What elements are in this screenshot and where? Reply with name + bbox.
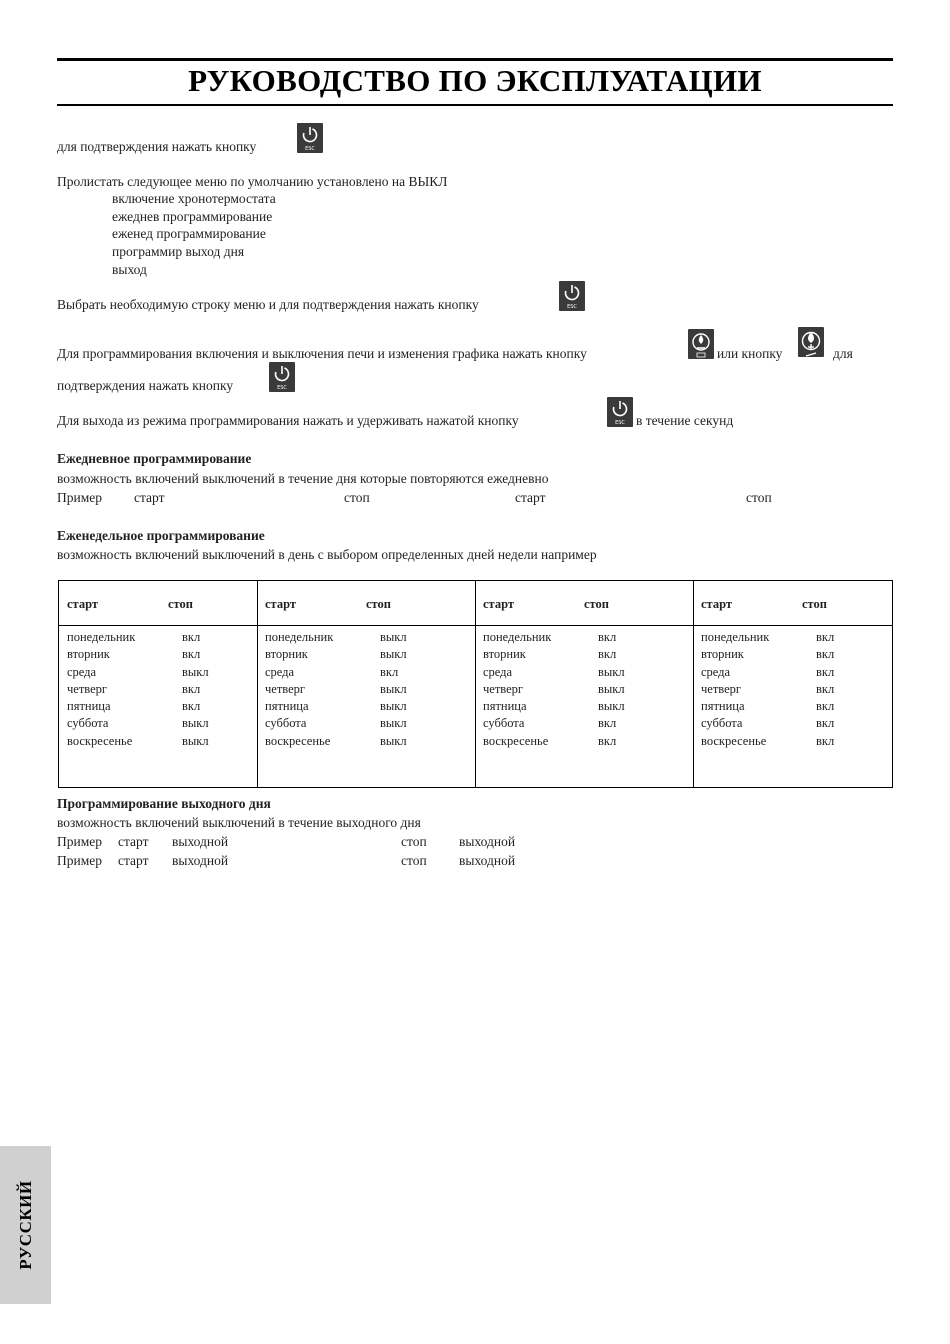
- weekly-text: возможность включений выключений в день с выбором определенных дней недели например: [57, 547, 597, 562]
- table-value-cell: выкл: [182, 665, 209, 679]
- table-value-cell: вкл: [598, 716, 617, 730]
- table-header-stop: стоп: [584, 597, 609, 611]
- table-day-cell: пятница: [483, 699, 527, 713]
- table-value-cell: вкл: [598, 647, 617, 661]
- table-header-start: старт: [483, 597, 515, 611]
- table-day-cell: среда: [67, 665, 97, 679]
- table-header-start: старт: [265, 597, 297, 611]
- table-value-cell: вкл: [816, 665, 835, 679]
- prog-text-a: Для программирования включения и выключения печи и изменения графика нажать кнопку: [57, 346, 587, 361]
- weekend-stop: стоп: [401, 834, 427, 849]
- table-value-cell: вкл: [816, 630, 835, 644]
- weekly-heading: Еженедельное программирование: [57, 528, 265, 543]
- table-value-cell: вкл: [598, 630, 617, 644]
- table-day-cell: понедельник: [265, 630, 334, 644]
- menu-item: выход: [112, 262, 147, 277]
- table-value-cell: выкл: [182, 734, 209, 748]
- table-value-cell: вкл: [598, 734, 617, 748]
- menu-item: ежеднев программирование: [112, 209, 273, 224]
- exit-text-b: в течение секунд: [636, 413, 734, 428]
- prog-or-text: или кнопку: [717, 346, 783, 361]
- table-header-start: старт: [67, 597, 99, 611]
- weekend-day: выходной: [459, 853, 516, 868]
- table-day-cell: пятница: [701, 699, 745, 713]
- svg-text:ESC: ESC: [277, 385, 287, 391]
- table-value-cell: выкл: [182, 716, 209, 730]
- table-day-cell: вторник: [701, 647, 744, 661]
- table-day-cell: воскресенье: [701, 734, 767, 748]
- table-day-cell: четверг: [265, 682, 306, 696]
- table-day-cell: вторник: [483, 647, 526, 661]
- table-day-cell: суббота: [701, 716, 743, 730]
- weekend-text: возможность включений выключений в течение выходного дня: [57, 815, 421, 830]
- table-day-cell: пятница: [265, 699, 309, 713]
- weekly-schedule-table: [58, 580, 893, 788]
- table-day-cell: суббота: [67, 716, 109, 730]
- table-day-cell: вторник: [67, 647, 110, 661]
- daily-heading: Ежедневное программирование: [57, 451, 252, 466]
- table-value-cell: вкл: [816, 682, 835, 696]
- page-title: РУКОВОДСТВО ПО ЭКСПЛУАТАЦИИ: [188, 63, 762, 98]
- table-value-cell: вкл: [816, 716, 835, 730]
- table-day-cell: среда: [265, 665, 295, 679]
- svg-text:ESC: ESC: [567, 304, 577, 310]
- table-value-cell: вкл: [816, 699, 835, 713]
- table-header-start: старт: [701, 597, 733, 611]
- table-value-cell: вкл: [380, 665, 399, 679]
- power-esc-icon[interactable]: [607, 397, 633, 427]
- table-value-cell: выкл: [380, 716, 407, 730]
- table-value-cell: вкл: [182, 630, 201, 644]
- menu-item: включение хронотермостата: [112, 191, 276, 206]
- table-day-cell: понедельник: [701, 630, 770, 644]
- daily-text: возможность включений выключений в течение дня которые повторяются ежедневно: [57, 471, 549, 486]
- table-day-cell: четверг: [67, 682, 108, 696]
- confirm-text: для подтверждения нажать кнопку: [57, 139, 257, 154]
- table-value-cell: вкл: [182, 682, 201, 696]
- prog-text-b: подтверждения нажать кнопку: [57, 378, 234, 393]
- weekend-start: старт: [118, 834, 149, 849]
- table-value-cell: выкл: [598, 682, 625, 696]
- daily-start-2: старт: [515, 490, 546, 505]
- weekend-example-label: Пример: [57, 834, 103, 849]
- daily-stop-2: стоп: [746, 490, 772, 505]
- table-value-cell: вкл: [182, 647, 201, 661]
- menu-item: программир выход дня: [112, 244, 245, 259]
- table-day-cell: суббота: [483, 716, 525, 730]
- power-esc-icon[interactable]: [297, 123, 323, 153]
- table-value-cell: вкл: [182, 699, 201, 713]
- table-day-cell: воскресенье: [483, 734, 549, 748]
- table-value-cell: вкл: [816, 647, 835, 661]
- select-text: Выбрать необходимую строку меню и для подтверждения нажать кнопку: [57, 297, 479, 312]
- weekend-heading: Программирование выходного дня: [57, 796, 271, 811]
- table-day-cell: воскресенье: [265, 734, 331, 748]
- table-day-cell: понедельник: [67, 630, 136, 644]
- table-day-cell: суббота: [265, 716, 307, 730]
- svg-text:ESC: ESC: [305, 146, 315, 152]
- table-day-cell: четверг: [701, 682, 742, 696]
- weekend-day: выходной: [459, 834, 516, 849]
- top-rule: [57, 58, 893, 61]
- scroll-text: Пролистать следующее меню по умолчанию установлено на ВЫКЛ: [57, 174, 448, 189]
- table-header-stop: стоп: [366, 597, 391, 611]
- language-tab: РУССКИЙ: [0, 1146, 51, 1304]
- table-day-cell: пятница: [67, 699, 111, 713]
- daily-start-1: старт: [134, 490, 165, 505]
- weekend-start: старт: [118, 853, 149, 868]
- table-day-cell: понедельник: [483, 630, 552, 644]
- table-day-cell: четверг: [483, 682, 524, 696]
- exit-text-a: Для выхода из режима программирования нажать и удерживать нажатой кнопку: [57, 413, 519, 428]
- table-day-cell: среда: [701, 665, 731, 679]
- weekend-example-label: Пример: [57, 853, 103, 868]
- menu-item: еженед программирование: [112, 226, 266, 241]
- table-day-cell: среда: [483, 665, 513, 679]
- table-day-cell: воскресенье: [67, 734, 133, 748]
- table-value-cell: вкл: [816, 734, 835, 748]
- weekend-day: выходной: [172, 834, 229, 849]
- table-value-cell: выкл: [598, 665, 625, 679]
- bottom-rule: [57, 104, 893, 106]
- table-value-cell: выкл: [380, 630, 407, 644]
- table-header-stop: стоп: [168, 597, 193, 611]
- daily-example-label: Пример: [57, 490, 103, 505]
- weekend-stop: стоп: [401, 853, 427, 868]
- table-value-cell: выкл: [598, 699, 625, 713]
- prog-for-text: для: [833, 346, 853, 361]
- table-day-cell: вторник: [265, 647, 308, 661]
- weekend-day: выходной: [172, 853, 229, 868]
- table-value-cell: выкл: [380, 682, 407, 696]
- table-value-cell: выкл: [380, 647, 407, 661]
- table-header-stop: стоп: [802, 597, 827, 611]
- power-esc-icon[interactable]: [559, 281, 585, 311]
- flame-minus-icon[interactable]: [688, 329, 714, 359]
- power-esc-icon[interactable]: [269, 362, 295, 392]
- svg-text:ESC: ESC: [615, 420, 625, 426]
- flame-plus-icon[interactable]: [798, 327, 824, 357]
- daily-stop-1: стоп: [344, 490, 370, 505]
- table-value-cell: выкл: [380, 734, 407, 748]
- table-value-cell: выкл: [380, 699, 407, 713]
